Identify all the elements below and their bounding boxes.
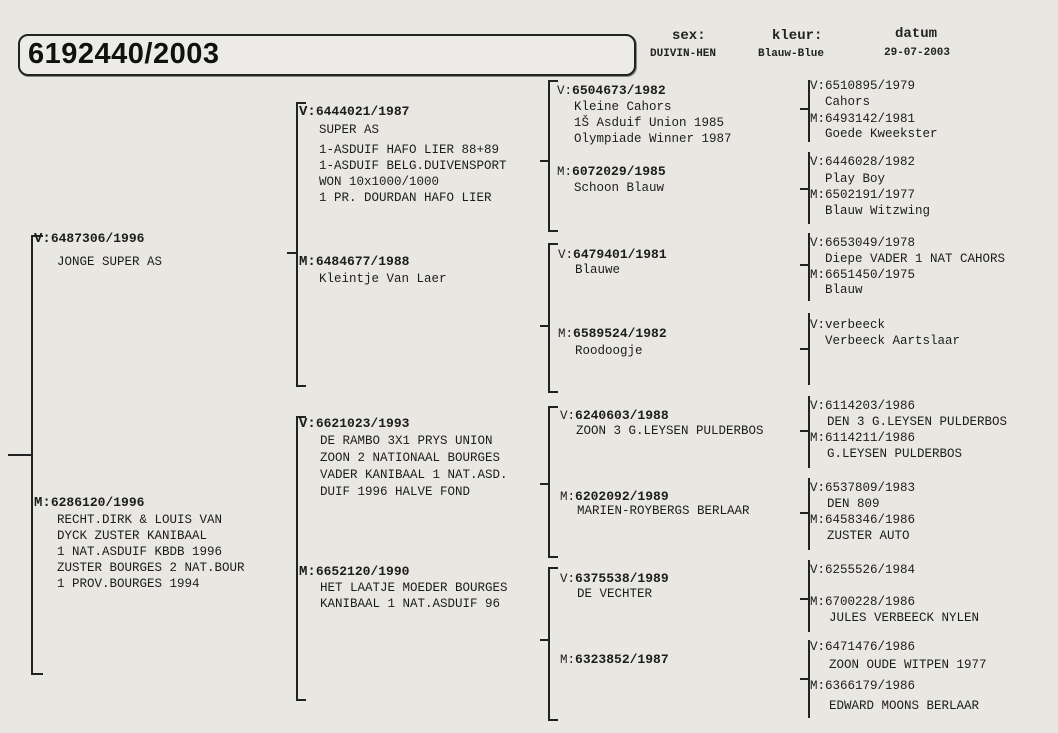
gen3-note: DE VECHTER xyxy=(577,587,653,601)
sex-prefix: M: xyxy=(810,268,826,282)
gen2-note: DUIF 1996 HALVE FOND xyxy=(320,485,471,499)
bracket-tick xyxy=(800,598,810,600)
sex-prefix: V: xyxy=(299,104,316,120)
ring-number: 6471476/1986 xyxy=(825,640,916,654)
gen1-dam-note: DYCK ZUSTER KANIBAAL xyxy=(57,529,208,543)
gen1-dam-note: RECHT.DIRK & LOUIS VAN xyxy=(57,513,223,527)
sex-prefix: V: xyxy=(810,640,826,654)
sex-prefix: M: xyxy=(810,188,826,202)
gen2-note: KANIBAAL 1 NAT.ASDUIF 96 xyxy=(320,597,501,611)
gen1-bracket-bottom xyxy=(31,673,43,675)
gen4-entry xyxy=(810,78,915,94)
bracket-tick xyxy=(540,639,550,641)
gen3-entry xyxy=(560,408,669,424)
ring-number: 6700228/1986 xyxy=(825,595,916,609)
ring-number: 6537809/1983 xyxy=(825,481,916,495)
ring-number: verbeeck xyxy=(825,318,886,332)
ring-number: 6444021/1987 xyxy=(315,104,410,119)
bracket-tick xyxy=(800,512,810,514)
gen4-entry xyxy=(810,317,885,333)
sex-prefix: M: xyxy=(558,327,574,341)
gen3-entry xyxy=(557,164,666,180)
gen4-note: Play Boy xyxy=(825,172,886,186)
ring-number: 6652120/1990 xyxy=(315,564,410,579)
sex-prefix: V: xyxy=(810,481,826,495)
ring-number: 6651450/1975 xyxy=(825,268,916,282)
bracket-tick xyxy=(800,188,810,190)
ring-number: 6072029/1985 xyxy=(572,164,666,179)
gen4-entry xyxy=(810,480,915,496)
gen2-note: 1-ASDUIF HAFO LIER 88+89 xyxy=(319,143,500,157)
gen3-bracket-3 xyxy=(548,406,550,557)
bracket-tick xyxy=(800,264,810,266)
gen4-entry xyxy=(810,398,915,414)
gen2-note: DE RAMBO 3X1 PRYS UNION xyxy=(320,434,493,448)
sex-prefix: V: xyxy=(34,231,51,247)
bracket-tick xyxy=(296,385,306,387)
date-label: datum xyxy=(895,26,938,42)
gen3-note: 1Š Asduif Union 1985 xyxy=(574,116,725,130)
sex-prefix: M: xyxy=(810,595,826,609)
gen4-entry xyxy=(810,594,915,610)
gen3-entry xyxy=(560,571,669,587)
ring-number: 6484677/1988 xyxy=(315,254,410,269)
color-value: Blauw-Blue xyxy=(758,48,825,60)
gen3-note: ZOON 3 G.LEYSEN PULDERBOS xyxy=(576,424,764,438)
bracket-tick xyxy=(540,160,550,162)
bracket-tick xyxy=(548,243,558,245)
root-connector xyxy=(8,454,32,456)
gen4-note: Blauw Witzwing xyxy=(825,204,931,218)
gen4-note: Cahors xyxy=(825,95,871,109)
gen3-bracket-2 xyxy=(548,243,550,392)
sex-prefix: M: xyxy=(557,165,573,179)
bracket-tick xyxy=(800,108,810,110)
gen1-dam-note: 1 PROV.BOURGES 1994 xyxy=(57,577,200,591)
sex-prefix: M: xyxy=(810,112,826,126)
gen4-entry xyxy=(810,678,915,694)
gen2-entry xyxy=(299,104,409,120)
sex-prefix: V: xyxy=(810,236,826,250)
gen2-bracket-lower xyxy=(296,416,298,700)
sex-prefix: V: xyxy=(558,248,574,262)
date-value: 29-07-2003 xyxy=(884,47,951,59)
gen4-note: EDWARD MOONS BERLAAR xyxy=(829,699,980,713)
sex-value: DUIVIN-HEN xyxy=(650,48,717,60)
gen2-note: WON 10x1000/1000 xyxy=(319,175,440,189)
ring-number: 6240603/1988 xyxy=(575,408,669,423)
ring-number: 6502191/1977 xyxy=(825,188,916,202)
bracket-tick xyxy=(548,406,558,408)
sex-prefix: M: xyxy=(810,679,826,693)
ring-number: 6510895/1979 xyxy=(825,79,916,93)
sex-prefix: M: xyxy=(299,564,316,580)
ring-number: 6114211/1986 xyxy=(825,431,916,445)
sex-prefix: V: xyxy=(810,155,826,169)
gen1-dam-note: 1 NAT.ASDUIF KBDB 1996 xyxy=(57,545,223,559)
ring-number: 6366179/1986 xyxy=(825,679,916,693)
sex-prefix: M: xyxy=(810,431,826,445)
gen3-bracket-4 xyxy=(548,567,550,720)
sex-prefix: V: xyxy=(560,409,576,423)
sex-prefix: M: xyxy=(810,513,826,527)
sex-prefix: V: xyxy=(557,84,573,98)
bracket-tick xyxy=(548,230,558,232)
gen2-note: 1 PR. DOURDAN HAFO LIER xyxy=(319,191,492,205)
gen2-note: 1-ASDUIF BELG.DUIVENSPORT xyxy=(319,159,507,173)
gen3-bracket-1 xyxy=(548,80,550,231)
gen4-entry xyxy=(810,562,915,578)
gen4-note: DEN 3 G.LEYSEN PULDERBOS xyxy=(827,415,1008,429)
sex-prefix: M: xyxy=(560,653,576,667)
sex-prefix: V: xyxy=(810,318,826,332)
gen2-note: Kleintje Van Laer xyxy=(319,272,447,286)
sex-prefix: M: xyxy=(34,495,51,511)
gen3-note: MARIEN-ROYBERGS BERLAAR xyxy=(577,504,750,518)
ring-number: 6255526/1984 xyxy=(825,563,916,577)
sex-prefix: V: xyxy=(299,416,316,432)
gen4-note: JULES VERBEECK NYLEN xyxy=(829,611,980,625)
ring-number: 6458346/1986 xyxy=(825,513,916,527)
ring-number: 6479401/1981 xyxy=(573,247,667,262)
ring-number: 6202092/1989 xyxy=(575,489,669,504)
gen3-note: Kleine Cahors xyxy=(574,100,672,114)
bracket-tick xyxy=(548,80,558,82)
ring-number: 6493142/1981 xyxy=(825,112,916,126)
gen4-entry xyxy=(810,639,915,655)
gen4-note: Blauw xyxy=(825,283,863,297)
gen2-entry xyxy=(299,416,409,432)
gen4-entry xyxy=(810,430,915,446)
bracket-tick xyxy=(800,348,810,350)
gen4-entry xyxy=(810,512,915,528)
ring-number: 6487306/1996 xyxy=(50,231,145,246)
gen4-note: Verbeeck Aartslaar xyxy=(825,334,961,348)
gen3-entry xyxy=(558,326,667,342)
sex-prefix: V: xyxy=(810,79,826,93)
gen4-entry xyxy=(810,267,915,283)
gen3-note: Roodoogje xyxy=(575,344,643,358)
sex-prefix: M: xyxy=(299,254,316,270)
gen4-entry xyxy=(810,235,915,251)
sex-prefix: V: xyxy=(810,563,826,577)
bracket-tick xyxy=(800,430,810,432)
gen3-note: Blauwe xyxy=(575,263,621,277)
gen4-note: G.LEYSEN PULDERBOS xyxy=(827,447,963,461)
gen4-entry xyxy=(810,187,915,203)
ring-number: 6286120/1996 xyxy=(50,495,145,510)
gen3-entry xyxy=(557,83,666,99)
gen4-note: Goede Kweekster xyxy=(825,127,938,141)
gen1-bracket xyxy=(31,235,33,675)
ring-number: 6375538/1989 xyxy=(575,571,669,586)
ring-number: 6589524/1982 xyxy=(573,326,667,341)
gen2-bracket-upper xyxy=(296,102,298,386)
sex-prefix: M: xyxy=(560,490,576,504)
gen1-sire-note: JONGE SUPER AS xyxy=(57,255,163,269)
ring-number: 6621023/1993 xyxy=(315,416,410,431)
sex-label: sex: xyxy=(672,28,706,44)
bracket-tick xyxy=(540,325,550,327)
gen3-entry xyxy=(558,247,667,263)
gen2-note: SUPER AS xyxy=(319,123,380,137)
bracket-tick xyxy=(540,483,550,485)
gen4-note: Diepe VADER 1 NAT CAHORS xyxy=(825,252,1006,266)
gen4-note: DEN 809 xyxy=(827,497,880,511)
sex-prefix: V: xyxy=(810,399,826,413)
gen2-entry xyxy=(299,254,409,270)
bracket-tick xyxy=(800,678,810,680)
bracket-tick xyxy=(287,252,297,254)
gen1-sire-entry xyxy=(34,231,144,247)
gen3-note: Schoon Blauw xyxy=(574,181,665,195)
ring-number: 6114203/1986 xyxy=(825,399,916,413)
ring-number: 6504673/1982 xyxy=(572,83,666,98)
bracket-tick xyxy=(548,556,558,558)
color-label: kleur: xyxy=(772,28,823,44)
bracket-tick xyxy=(548,391,558,393)
ring-number: 6446028/1982 xyxy=(825,155,916,169)
gen2-note: VADER KANIBAAL 1 NAT.ASD. xyxy=(320,468,508,482)
gen2-note: ZOON 2 NATIONAAL BOURGES xyxy=(320,451,501,465)
gen4-entry xyxy=(810,111,915,127)
gen2-note: HET LAATJE MOEDER BOURGES xyxy=(320,581,508,595)
gen1-dam-entry xyxy=(34,495,144,511)
gen2-entry xyxy=(299,564,409,580)
bracket-tick xyxy=(548,719,558,721)
ring-number: 6653049/1978 xyxy=(825,236,916,250)
gen4-note: ZUSTER AUTO xyxy=(827,529,910,543)
ring-number: 6323852/1987 xyxy=(575,652,669,667)
bracket-tick xyxy=(296,699,306,701)
sex-prefix: V: xyxy=(560,572,576,586)
gen1-dam-note: ZUSTER BOURGES 2 NAT.BOUR xyxy=(57,561,245,575)
gen3-note: Olympiade Winner 1987 xyxy=(574,132,732,146)
gen3-entry xyxy=(560,652,669,668)
gen4-note: ZOON OUDE WITPEN 1977 xyxy=(829,658,987,672)
gen4-entry xyxy=(810,154,915,170)
pigeon-ring-number: 6192440/2003 xyxy=(28,38,220,70)
bracket-tick xyxy=(548,567,558,569)
